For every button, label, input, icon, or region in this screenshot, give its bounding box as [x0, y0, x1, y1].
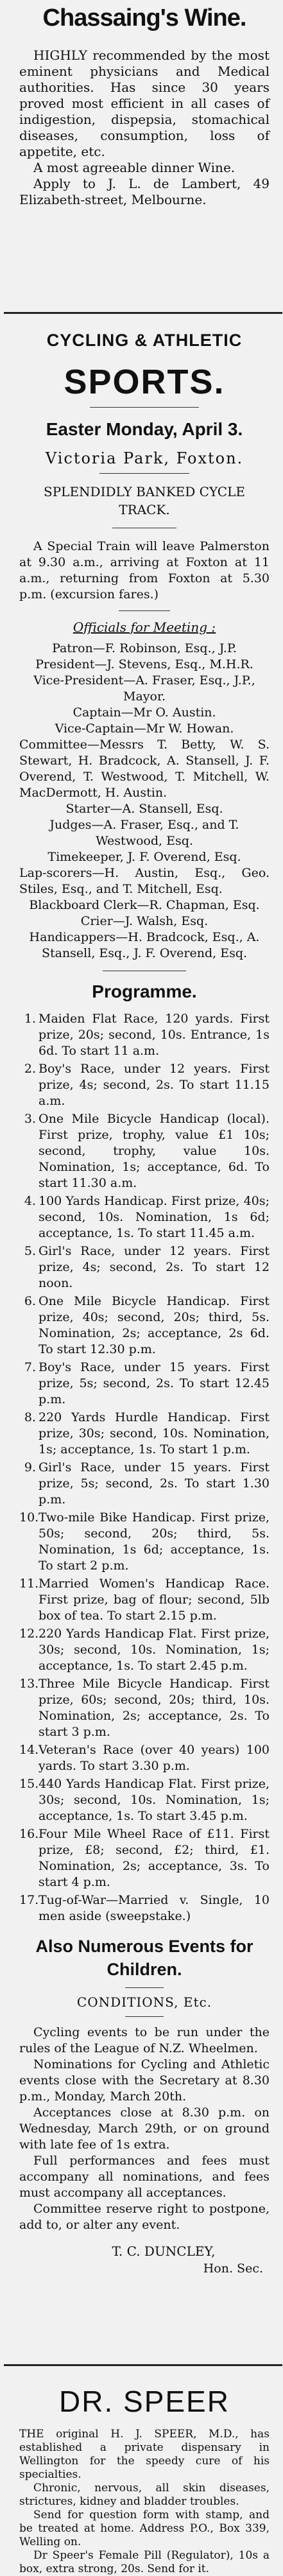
programme-item: [19, 1776, 270, 1824]
programme-number: 1.: [24, 1012, 36, 1026]
conditions-heading: CONDITIONS, Etc.: [76, 1994, 212, 2010]
programme-number: 6.: [24, 1294, 36, 1308]
sports-heading-1: CYCLING & ATHLETIC: [46, 331, 243, 350]
short-rule: [90, 407, 199, 408]
programme-number: 10.: [19, 1510, 39, 1525]
programme-number: 11.: [19, 1577, 39, 1591]
official-line: Blackboard Clerk—R. Chapman, Esq.: [29, 898, 260, 912]
chassaing-apply: Apply to J. L. de Lambert, 49 Elizabeth-street, Melbourne.: [19, 176, 270, 207]
official-line: President—J. Stevens, Esq., M.H.R.: [35, 657, 253, 671]
programme-number: 17.: [19, 1893, 39, 1907]
programme-text: Girl's Race, under 12 years. First prize, 4s; second, 2s. To start 12 noon.: [39, 1244, 270, 1290]
programme-item: [19, 1360, 270, 1408]
programme-text: 220 Yards Handicap Flat. First prize, 30s; second, 10s. Nomination, 1s; acceptance, 1s. To start 2.45 p.m.: [39, 1627, 270, 1673]
also-heading: Also Numerous Events for Children.: [35, 1937, 253, 1979]
programme-text: Maiden Flat Race, 120 yards. First prize, 20s; second, 10s. Entrance, 1s 6d. To start 11 a.m.: [39, 1012, 270, 1058]
divider-rule: [4, 312, 282, 314]
conditions-list: [19, 2025, 270, 2233]
short-rule: [125, 1987, 164, 1988]
speer-body-3: Send for question form with stamp, and be treated at home. Address P.O., Box 339, Welling on.: [19, 2509, 270, 2548]
programme-list: [19, 1011, 270, 1924]
programme-number: 2.: [24, 1062, 36, 1076]
programme-number: 7.: [24, 1360, 36, 1374]
chassaing-ad: [19, 1, 270, 208]
officials-heading: Officials for Meeting :: [73, 619, 216, 635]
programme-item: [19, 1293, 270, 1358]
official-line: Vice-Captain—Mr W. Howan.: [55, 722, 234, 736]
programme-text: One Mile Bicycle Handicap (local). First prize, trophy, value £1 10s; second, trophy, value 10s. Nomination, 1s; acceptance, 6d. To start 11.30 a.m.: [39, 1112, 270, 1190]
programme-text: Girl's Race, under 15 years. First prize, 5s; second, 2s. To start 1.30 p.m.: [39, 1460, 270, 1507]
programme-text: Two-mile Bike Handicap. First prize, 50s; second, 20s; third, 5s. Nomination, 1s 6d; acceptance, 1s. To start 2 p.m.: [39, 1510, 270, 1573]
programme-item: [19, 1460, 270, 1508]
programme-item: [19, 1576, 270, 1624]
official-line: Judges—A. Fraser, Esq., and T. Westwood, Esq.: [49, 818, 239, 848]
official-line: Vice-President—A. Fraser, Esq., J.P., Mayor.: [33, 673, 255, 704]
programme-number: 13.: [19, 1677, 39, 1691]
chassaing-body: HIGHLY recommended by the most eminent physicians and Medical authorities. Has since 30 years proved most efficient in all cases of indigestion, dispepsia, stomachical diseases, consumption, loss of appetite, etc.: [19, 48, 270, 159]
programme-text: Four Mile Wheel Race of £11. First prize, £8; second, £2; third, £1. Nomination, 2s; acceptance, 3s. To start 4 p.m.: [39, 1827, 270, 1889]
official-line: Handicappers—H. Bradcock, Esq., A. Stansell, Esq., J. F. Overend, Esq.: [29, 930, 260, 960]
programme-text: Married Women's Handicap Race. First prize, bag of flour; second, 5lb box of tea. To start 2.15 p.m.: [39, 1577, 270, 1623]
secretary-name: T. C. DUNCLEY,: [112, 2243, 216, 2259]
speer-title: DR. SPEER: [59, 2385, 230, 2418]
programme-item: [19, 1826, 270, 1890]
sports-date: Easter Monday, April 3.: [46, 419, 243, 439]
officials-list: [19, 641, 270, 962]
condition-paragraph: Cycling events to be run under the rules of the League of N.Z. Wheelmen.: [19, 2025, 270, 2055]
programme-item: [19, 1676, 270, 1740]
programme-text: Three Mile Bicycle Handicap. First prize, 60s; second, 20s; third, 10s. Nomination, 2s; acceptance, 2s. To start 3 p.m.: [39, 1677, 270, 1739]
sports-train: A Special Train will leave Palmerston at 9.30 a.m., arriving at Foxton at 11 a.m., returning from Foxton at 5.30 p.m. (excursion fares.): [19, 539, 270, 601]
sports-heading-2: SPORTS.: [64, 363, 225, 401]
programme-text: 220 Yards Hurdle Handicap. First prize, 30s; second, 10s. Nomination, 1s; acceptance, 1s. To start 1 p.m.: [39, 1410, 270, 1457]
short-rule: [119, 610, 170, 611]
short-rule: [99, 473, 189, 474]
condition-paragraph: Nominations for Cycling and Athletic events close with the Secretary at 8.30 p.m., Monday, March 20th.: [19, 2057, 270, 2104]
programme-text: Boy's Race, under 12 years. First prize, 4s; second, 2s. To start 11.15 a.m.: [39, 1062, 270, 1108]
chassaing-dinner: A most agreeable dinner Wine.: [33, 160, 236, 175]
programme-text: 100 Yards Handicap. First prize, 40s; second, 10s. Nomination, 1s 6d; acceptance, 1s. To start 11.45 a.m.: [39, 1194, 270, 1240]
divider-rule: [4, 2364, 282, 2366]
programme-number: 15.: [19, 1777, 39, 1791]
programme-text: Boy's Race, under 15 years. First prize, 5s; second, 2s. To start 12.45 p.m.: [39, 1360, 270, 1406]
programme-number: 8.: [24, 1410, 36, 1424]
speer-ad: [19, 2383, 270, 2576]
programme-item: [19, 1742, 270, 1774]
speer-body-4: Dr Speer's Female Pill (Regulator), 10s a box, extra strong, 20s. Send for it.: [19, 2549, 270, 2575]
sports-ad: [19, 329, 270, 2277]
programme-number: 16.: [19, 1827, 39, 1841]
condition-paragraph: Acceptances close at 8.30 p.m. on Wednesday, March 29th, or on ground with late fee of 1s extra.: [19, 2105, 270, 2152]
programme-item: [19, 1193, 270, 1241]
programme-number: 12.: [19, 1627, 39, 1641]
official-line: Committee—Messrs T. Betty, W. S. Stewart, H. Bradcock, A. Stansell, J. F. Overend, T. Westwood, T. Mitchell, W. MacDermott, H. Austin.: [19, 738, 270, 800]
sports-track: SPLENDIDLY BANKED CYCLE TRACK.: [44, 484, 245, 517]
programme-item: [19, 1626, 270, 1674]
official-line: Crier—J. Walsh, Esq.: [80, 914, 209, 928]
programme-text: One Mile Bicycle Handicap. First prize, 40s; second, 20s; third, 5s. Nomination, 2s; acceptance, 2s 6d. To start 12.30 p.m.: [39, 1294, 270, 1356]
programme-number: 5.: [24, 1244, 36, 1258]
programme-heading: Programme.: [92, 981, 197, 1001]
official-line: Captain—Mr O. Austin.: [73, 705, 216, 720]
programme-item: [19, 1011, 270, 1059]
condition-paragraph: Full performances and fees must accompany all nominations, and fees must accompany all acceptances.: [19, 2154, 270, 2200]
programme-item: [19, 1410, 270, 1458]
programme-item: [19, 1510, 270, 1574]
short-rule: [125, 2016, 164, 2017]
programme-text: Tug-of-War—Married v. Single, 10 men aside (sweepstake.): [39, 1893, 270, 1923]
programme-number: 3.: [24, 1112, 36, 1126]
programme-number: 9.: [24, 1460, 36, 1474]
programme-item: [19, 1243, 270, 1292]
condition-paragraph: Committee reserve right to postpone, add to, or alter any event.: [19, 2202, 270, 2232]
official-line: Patron—F. Robinson, Esq., J.P.: [52, 641, 237, 655]
official-line: Starter—A. Stansell, Esq.: [65, 802, 223, 816]
chassaing-title: Chassaing's Wine.: [42, 4, 246, 31]
official-line: Timekeeper, J. F. Overend, Esq.: [47, 850, 241, 864]
sports-venue: Victoria Park, Foxton.: [45, 449, 244, 467]
secretary-title: Hon. Sec.: [203, 2261, 263, 2276]
speer-body-1: THE original H. J. SPEER, M.D., has established a private dispensary in Wellington for the speedy cure of his specialties.: [19, 2428, 270, 2481]
speer-body-2: Chronic, nervous, all skin diseases, strictures, kidney and bladder troubles.: [19, 2482, 270, 2508]
programme-item: [19, 1892, 270, 1924]
programme-text: Veteran's Race (over 40 years) 100 yards. To start 3.30 p.m.: [39, 1743, 270, 1773]
programme-item: [19, 1061, 270, 1109]
programme-item: [19, 1111, 270, 1191]
official-line: Lap-scorers—H. Austin, Esq., Geo. Stiles, Esq., and T. Mitchell, Esq.: [19, 866, 270, 896]
programme-number: 4.: [24, 1194, 36, 1208]
programme-number: 14.: [19, 1743, 39, 1757]
programme-text: 440 Yards Handicap Flat. First prize, 30s; second, 10s. Nomination, 1s; acceptance, 1s. To start 3.45 p.m.: [39, 1777, 270, 1823]
